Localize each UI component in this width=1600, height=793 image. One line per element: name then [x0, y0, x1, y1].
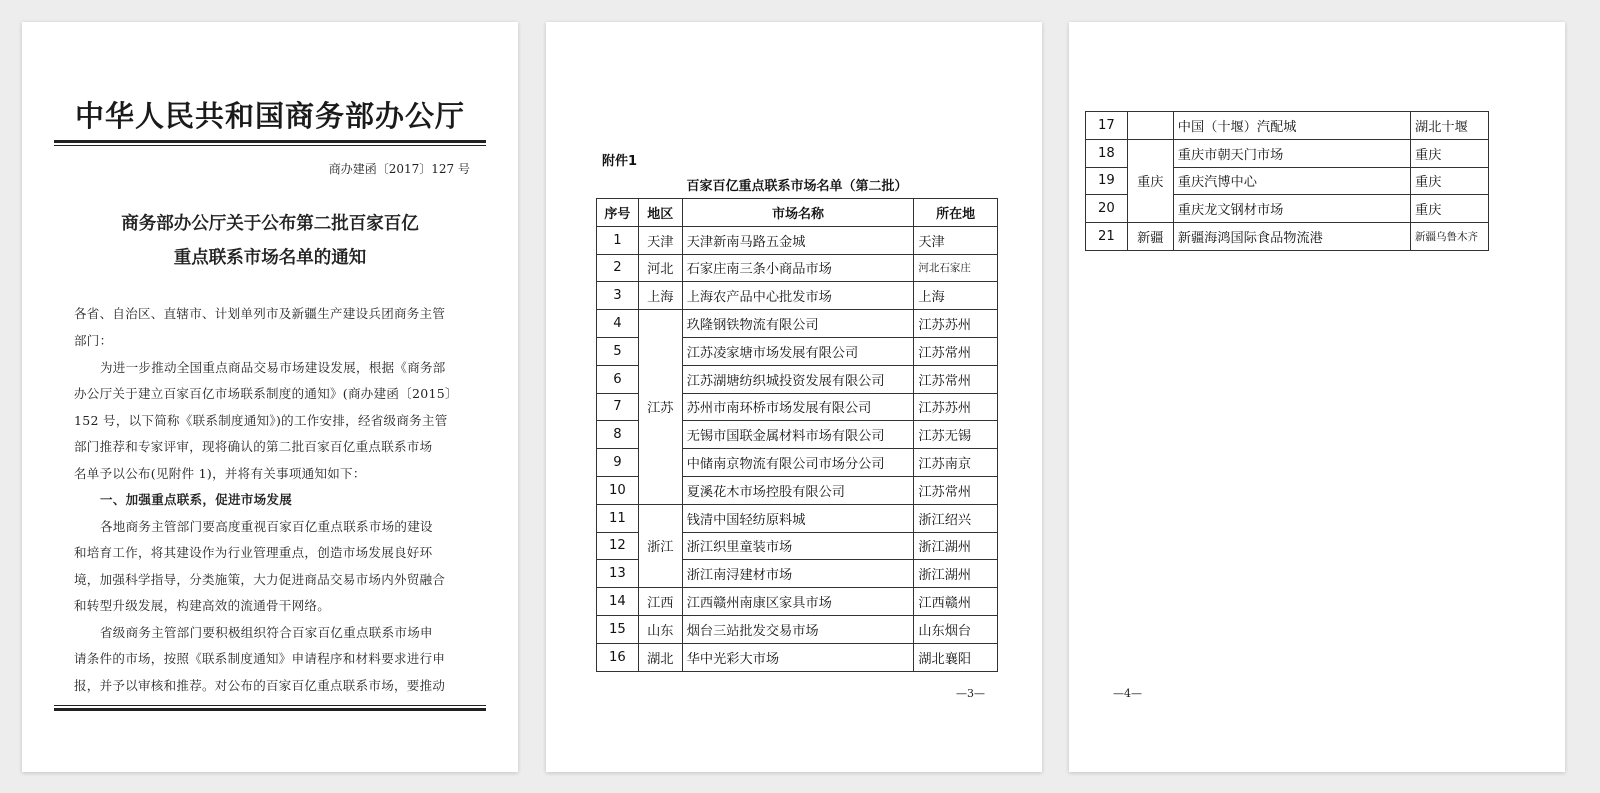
market-name-cell: 石家庄南三条小商品市场: [682, 254, 914, 282]
location-cell: 江苏无锡: [914, 421, 998, 449]
row-number: 5: [597, 337, 639, 365]
region-cell: 山东: [638, 615, 682, 643]
body-line: 为进一步推动全国重点商品交易市场建设发展，根据《商务部: [100, 360, 446, 375]
table-row: [597, 504, 998, 532]
location-cell: 天津: [914, 226, 998, 254]
letterhead: 中华人民共和国商务部办公厅: [74, 99, 465, 133]
body-line: 省级商务主管部门要积极组织符合百家百亿重点联系市场申: [100, 625, 433, 640]
market-name-cell: 中储南京物流有限公司市场分公司: [682, 449, 914, 477]
letterhead-rule-thick: [54, 140, 486, 143]
location-cell: 江苏常州: [914, 476, 998, 504]
row-number: 14: [597, 588, 639, 616]
attachment-label: 附件1: [602, 154, 638, 169]
body-line: 各省、自治区、直辖市、计划单列市及新疆生产建设兵团商务主管: [74, 306, 446, 321]
region-cell: [1127, 112, 1173, 140]
column-header: 市场名称: [682, 199, 914, 227]
row-number: 2: [597, 254, 639, 282]
document-number: 商办建函〔2017〕127 号: [328, 162, 470, 176]
row-number: 9: [597, 449, 639, 477]
market-name-cell: 钱清中国轻纺原料城: [682, 504, 914, 532]
table-title: 百家百亿重点联系市场名单（第二批）: [686, 179, 908, 194]
market-name-cell: 无锡市国联金属材料市场有限公司: [682, 421, 914, 449]
location-cell: 新疆乌鲁木齐: [1411, 223, 1489, 251]
table-row: [597, 615, 998, 643]
table-row: [597, 226, 998, 254]
column-header: 所在地: [914, 199, 998, 227]
location-cell: 河北石家庄: [914, 254, 998, 282]
table-row: [1086, 223, 1489, 251]
market-name-cell: 江苏湖塘纺织城投资发展有限公司: [682, 365, 914, 393]
body-line: 部门：: [74, 333, 113, 348]
column-header: 序号: [597, 199, 639, 227]
location-cell: 江苏苏州: [914, 393, 998, 421]
market-name-cell: 上海农产品中心批发市场: [682, 282, 914, 310]
row-number: 8: [597, 421, 639, 449]
page-number: —3—: [956, 687, 985, 700]
letterhead-rule-thin: [54, 145, 486, 146]
row-number: 13: [597, 560, 639, 588]
location-cell: 湖北襄阳: [914, 643, 998, 671]
market-list-table: [596, 198, 998, 672]
footer-rule-thin: [54, 705, 486, 706]
body-line: 报，并予以审核和推荐。对公布的百家百亿重点联系市场，要推动: [74, 678, 446, 693]
market-name-cell: 天津新南马路五金城: [682, 226, 914, 254]
market-name-cell: 重庆汽博中心: [1173, 167, 1410, 195]
row-number: 17: [1086, 112, 1128, 140]
row-number: 21: [1086, 223, 1128, 251]
document-page-3: [1069, 22, 1565, 772]
row-number: 10: [597, 476, 639, 504]
location-cell: 重庆: [1411, 139, 1489, 167]
location-cell: 江西赣州: [914, 588, 998, 616]
location-cell: 浙江湖州: [914, 532, 998, 560]
row-number: 11: [597, 504, 639, 532]
table-row: [1086, 112, 1489, 140]
body-line: 请条件的市场，按照《联系制度通知》申请程序和材料要求进行申: [74, 651, 446, 666]
document-page-2: [546, 22, 1042, 772]
table-row: [597, 254, 998, 282]
market-name-cell: 浙江织里童装市场: [682, 532, 914, 560]
region-cell: 江西: [638, 588, 682, 616]
market-name-cell: 华中光彩大市场: [682, 643, 914, 671]
row-number: 4: [597, 310, 639, 338]
market-name-cell: 浙江南浔建材市场: [682, 560, 914, 588]
region-cell: 新疆: [1127, 223, 1173, 251]
table-row: [597, 643, 998, 671]
location-cell: 江苏常州: [914, 365, 998, 393]
region-cell: 重庆: [1127, 139, 1173, 222]
body-line: 部门推荐和专家评审，现将确认的第二批百家百亿重点联系市场: [74, 439, 433, 454]
row-number: 16: [597, 643, 639, 671]
region-cell: 河北: [638, 254, 682, 282]
market-name-cell: 烟台三站批发交易市场: [682, 615, 914, 643]
table-row: [597, 588, 998, 616]
location-cell: 重庆: [1411, 195, 1489, 223]
location-cell: 湖北十堰: [1411, 112, 1489, 140]
market-name-cell: 夏溪花木市场控股有限公司: [682, 476, 914, 504]
row-number: 15: [597, 615, 639, 643]
column-header: 地区: [638, 199, 682, 227]
region-cell: 浙江: [638, 504, 682, 587]
location-cell: 山东烟台: [914, 615, 998, 643]
body-line: 和培育工作，将其建设作为行业管理重点，创造市场发展良好环: [74, 545, 433, 560]
body-line: 办公厅关于建立百家百亿市场联系制度的通知》(商办建函〔2015〕: [74, 386, 458, 401]
document-page-1: [22, 22, 518, 772]
body-line: 各地商务主管部门要高度重视百家百亿重点联系市场的建设: [100, 519, 433, 534]
body-line: 和转型升级发展，构建高效的流通骨干网络。: [74, 598, 331, 613]
location-cell: 浙江湖州: [914, 560, 998, 588]
market-name-cell: 新疆海鸿国际食品物流港: [1173, 223, 1410, 251]
row-number: 3: [597, 282, 639, 310]
location-cell: 浙江绍兴: [914, 504, 998, 532]
location-cell: 江苏苏州: [914, 310, 998, 338]
body-line: 境，加强科学指导，分类施策，大力促进商品交易市场内外贸融合: [74, 572, 446, 587]
market-name-cell: 苏州市南环桥市场发展有限公司: [682, 393, 914, 421]
region-cell: 天津: [638, 226, 682, 254]
body-line: 152 号，以下简称《联系制度通知》)的工作安排，经省级商务主管: [74, 413, 448, 428]
table-row: [597, 282, 998, 310]
market-name-cell: 中国（十堰）汽配城: [1173, 112, 1410, 140]
table-header-row: [597, 199, 998, 227]
region-cell: 上海: [638, 282, 682, 310]
section-heading: 一、加强重点联系，促进市场发展: [100, 492, 293, 507]
location-cell: 重庆: [1411, 167, 1489, 195]
notice-title-line-2: 重点联系市场名单的通知: [173, 248, 367, 268]
location-cell: 江苏南京: [914, 449, 998, 477]
region-cell: 江苏: [638, 310, 682, 505]
market-name-cell: 江西赣州南康区家具市场: [682, 588, 914, 616]
row-number: 1: [597, 226, 639, 254]
region-cell: 湖北: [638, 643, 682, 671]
row-number: 6: [597, 365, 639, 393]
row-number: 7: [597, 393, 639, 421]
page-number: —4—: [1113, 687, 1142, 700]
location-cell: 上海: [914, 282, 998, 310]
row-number: 18: [1086, 139, 1128, 167]
market-name-cell: 重庆市朝天门市场: [1173, 139, 1410, 167]
row-number: 20: [1086, 195, 1128, 223]
table-row: [597, 310, 998, 338]
table-row: [1086, 139, 1489, 167]
row-number: 12: [597, 532, 639, 560]
location-cell: 江苏常州: [914, 337, 998, 365]
market-name-cell: 玖隆钢铁物流有限公司: [682, 310, 914, 338]
market-name-cell: 重庆龙文钢材市场: [1173, 195, 1410, 223]
market-name-cell: 江苏凌家塘市场发展有限公司: [682, 337, 914, 365]
market-list-table-continued: [1085, 111, 1489, 251]
row-number: 19: [1086, 167, 1128, 195]
footer-rule-thick: [54, 708, 486, 711]
notice-title-line-1: 商务部办公厅关于公布第二批百家百亿: [121, 214, 419, 234]
body-line: 名单予以公布(见附件 1)，并将有关事项通知如下：: [74, 466, 366, 481]
